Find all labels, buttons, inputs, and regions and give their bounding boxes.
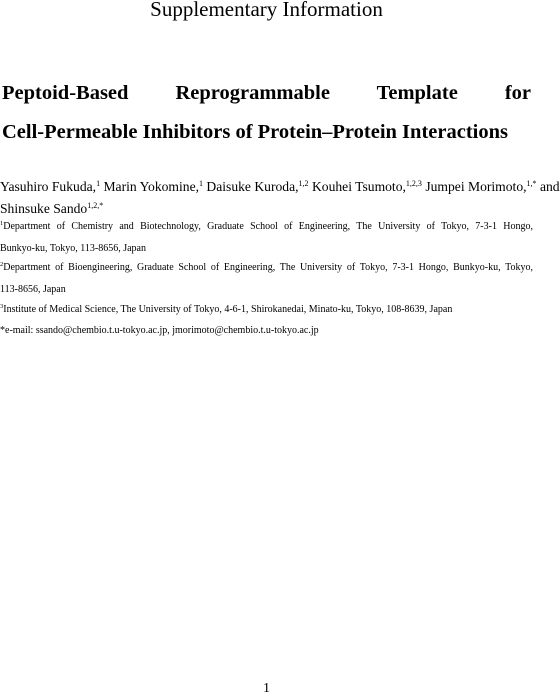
author-name: Jumpei Morimoto, (425, 179, 527, 194)
title-word: Reprogrammable (175, 82, 330, 104)
author-name: Marin Yokomine, (103, 179, 200, 194)
title-word: Template (376, 82, 458, 104)
corresponding-email: *e-mail: ssando@chembio.t.u-tokyo.ac.jp, jmorimoto@chembio.t.u-tokyo.ac.jp (0, 325, 319, 336)
affiliation-mark: 3 (0, 303, 4, 310)
title-word: for (504, 82, 531, 104)
affiliation-line (0, 216, 533, 238)
title-word: Peptoid-Based (2, 82, 129, 104)
author-affiliation-mark: 1,2,3 (405, 179, 422, 188)
author-affiliation-mark: 1 (199, 179, 204, 188)
author-affiliation-mark: 1 (96, 179, 101, 188)
affiliation-mark: 2 (0, 261, 4, 268)
supplementary-header: Supplementary Information (150, 0, 383, 21)
author-line-2 (0, 201, 103, 216)
affiliation-3 (0, 299, 533, 321)
affiliation-text: Department of Chemistry and Biotechnology, Graduate School of Engineering, The University of Tokyo, 7-3-1 Hongo, (3, 221, 533, 232)
author-affiliation-mark: 1,* (526, 179, 537, 188)
affiliation-1 (0, 216, 533, 260)
author-conjunction: and (539, 179, 560, 194)
affiliation-text: Department of Bioengineering, Graduate School of Engineering, The University of Tokyo, 7-3-1 Hongo, Bunkyo-ku, Tokyo, (3, 262, 533, 273)
affiliation-2 (0, 257, 533, 301)
affiliation-text: Institute of Medical Science, The University of Tokyo, 4-6-1, Shirokanedai, Minato-ku, Tokyo, 108-8639, Japan (3, 304, 453, 315)
affiliation-line: Bunkyo-ku, Tokyo, 113-8656, Japan (0, 243, 146, 254)
page-number: 1 (263, 681, 270, 696)
author-affiliation-mark: 1,2 (298, 179, 309, 188)
author-affiliation-mark: 1,2,* (87, 201, 104, 210)
author-name: Yasuhiro Fukuda, (0, 179, 97, 194)
author-name: Shinsuke Sando (0, 201, 88, 216)
paper-title-line-2: Cell-Permeable Inhibitors of Protein–Protein Interactions (2, 121, 508, 143)
paper-title-line-1 (2, 80, 531, 106)
author-list (0, 176, 560, 220)
affiliation-mark: 1 (0, 220, 4, 227)
author-name: Daisuke Kuroda, (206, 179, 299, 194)
author-name: Kouhei Tsumoto, (311, 179, 406, 194)
author-line-1 (0, 176, 560, 198)
affiliation-line (0, 257, 533, 279)
affiliation-line: 113-8656, Japan (0, 284, 66, 295)
